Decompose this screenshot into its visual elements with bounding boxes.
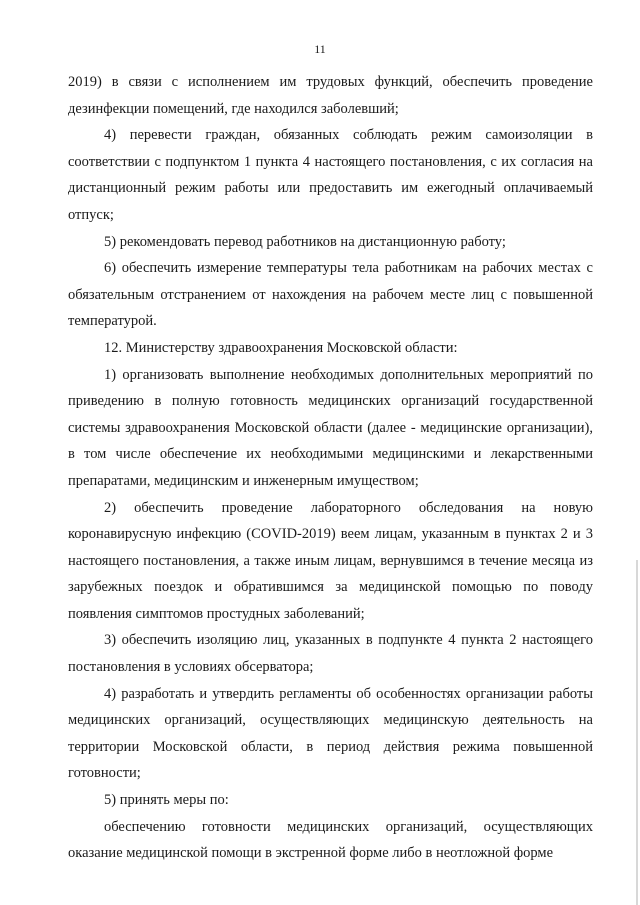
paragraph-12-item-1: 1) организовать выполнение необходимых дополнительных мероприятий по приведению в полную готовность медицинских организаций государственной системы здравоохранения Московской области (далее - медицинские организации), в том числе обеспечение их необходимыми медицинскими и лекарственными препаратами, медицинским и инженерным имуществом; xyxy=(68,366,593,489)
paragraph-item-5: 5) рекомендовать перевод работников на дистанционную работу; xyxy=(104,233,506,250)
document-body xyxy=(68,69,593,867)
paragraph-12-item-5: 5) принять меры по: xyxy=(104,792,229,809)
scan-edge-line xyxy=(636,560,638,905)
paragraph-12-item-2: 2) обеспечить проведение лабораторного обследования на новую коронавирусную инфекцию (COVID-2019) веем лицам, указанным в пунктах 2 и 3 настоящего постановления, а также иным лицам, вернувшимся в течение месяца из зарубежных поездок и обратившимся за медицинской помощью по поводу появления симптомов простудных заболеваний; xyxy=(68,499,593,622)
section-heading-12: 12. Министерству здравоохранения Московской области: xyxy=(104,339,458,356)
paragraph-12-item-3: 3) обеспечить изоляцию лиц, указанных в подпункте 4 пункта 2 настоящего постановления в условиях обсерватора; xyxy=(68,632,593,676)
paragraph-item-4: 4) перевести граждан, обязанных соблюдать режим самоизоляции в соответствии с подпунктом 1 пункта 4 настоящего постановления, с их согласия на дистанционный режим работы или предоставить им ежегодный оплачиваемый отпуск; xyxy=(68,127,593,223)
paragraph-item-6: 6) обеспечить измерение температуры тела работникам на рабочих местах с обязательным отстранением от нахождения на рабочем месте лиц с повышенной температурой. xyxy=(68,260,593,330)
page-number: 11 xyxy=(314,42,326,56)
paragraph-12-item-5-sub: обеспечению готовности медицинских организаций, осуществляющих оказание медицинской помощи в экстренной форме либо в неотложной форме xyxy=(68,818,593,862)
paragraph-12-item-4: 4) разработать и утвердить регламенты об особенностях организации работы медицинских организаций, осуществляющих медицинскую деятельность на территории Московской области, в период действия режима повышенной готовности; xyxy=(68,685,593,782)
paragraph-continuation: 2019) в связи с исполнением им трудовых функций, обеспечить проведение дезинфекции помещений, где находился заболевший; xyxy=(68,74,593,117)
